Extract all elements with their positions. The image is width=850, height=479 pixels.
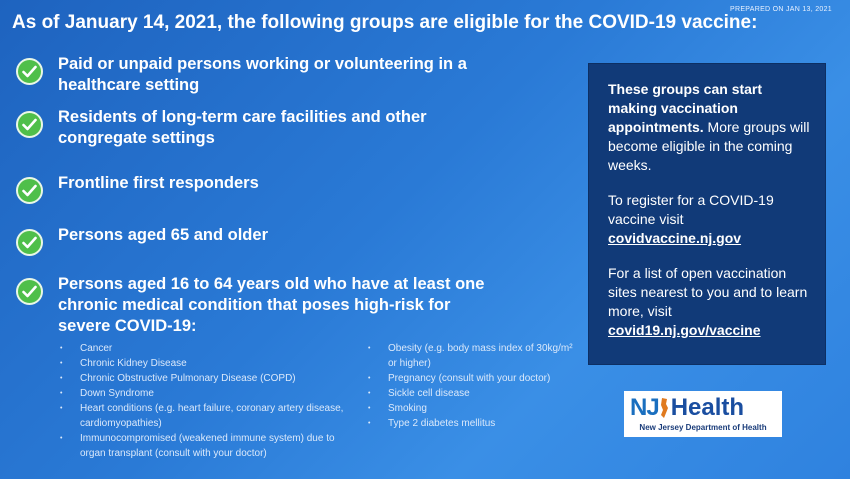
group-line: chronic medical condition that poses high-risk for (58, 296, 451, 314)
group-item-healthcare (16, 54, 467, 96)
group-item-long-term-care (16, 107, 427, 149)
check-circle-icon (16, 58, 43, 85)
condition-item: • Immunocompromised (weakened immune system) due to organ transplant (consult with your doctor) (56, 431, 346, 461)
condition-item: • Heart conditions (e.g. heart failure, coronary artery disease, cardiomyopathies) (56, 401, 346, 431)
check-circle-icon (16, 278, 43, 305)
condition-item: • Sickle cell disease (364, 386, 584, 401)
logo-nj-text: NJ (630, 393, 659, 421)
group-text (58, 173, 259, 194)
group-text (58, 274, 484, 337)
info-box (588, 63, 826, 365)
condition-item: • Down Syndrome (56, 386, 346, 401)
condition-item: • Chronic Kidney Disease (56, 356, 346, 371)
info-bold-text: These groups can start making vaccination appointments. (608, 81, 763, 135)
condition-item: • Pregnancy (consult with your doctor) (364, 371, 584, 386)
condition-item: • Type 2 diabetes mellitus (364, 416, 584, 431)
info-paragraph-sites (608, 264, 811, 340)
group-line: severe COVID-19: (58, 317, 197, 335)
info-text: More groups will become eligible in the coming weeks. (608, 119, 810, 173)
conditions-column-2 (364, 341, 584, 431)
info-text: For a list of open vaccination sites nearest to you and to learn more, visit (608, 265, 808, 319)
group-line: Persons aged 65 and older (58, 226, 268, 244)
info-paragraph-register (608, 191, 811, 248)
group-line: Residents of long-term care facilities and other (58, 108, 427, 126)
nj-health-logo (624, 391, 782, 437)
covid19-vaccine-link[interactable]: covid19.nj.gov/vaccine (608, 322, 761, 338)
group-line: Persons aged 16 to 64 years old who have at least one (58, 275, 485, 293)
group-item-aged-16-64 (16, 274, 484, 337)
condition-item: • Cancer (56, 341, 346, 356)
check-circle-icon (16, 111, 43, 138)
logo-wordmark (630, 394, 776, 421)
group-text (58, 107, 427, 149)
group-line: congregate settings (58, 129, 215, 147)
nj-state-shape-icon (659, 397, 669, 419)
logo-health-text: Health (670, 393, 745, 421)
group-item-aged-65 (16, 225, 268, 256)
conditions-column-1 (56, 341, 346, 461)
group-line: Frontline first responders (58, 174, 259, 192)
info-paragraph-appointments (608, 80, 811, 175)
group-item-first-responders (16, 173, 259, 204)
page-title: As of January 14, 2021, the following groups are eligible for the COVID-19 vaccine: (12, 12, 758, 33)
group-text (58, 225, 268, 246)
prepared-date: PREPARED ON JAN 13, 2021 (730, 6, 832, 13)
condition-item: • Obesity (e.g. body mass index of 30kg/m² or higher) (364, 341, 584, 371)
check-circle-icon (16, 229, 43, 256)
group-text (58, 54, 467, 96)
group-line: healthcare setting (58, 76, 200, 94)
covidvaccine-link[interactable]: covidvaccine.nj.gov (608, 230, 742, 246)
condition-item: • Smoking (364, 401, 584, 416)
condition-item: • Chronic Obstructive Pulmonary Disease (COPD) (56, 371, 346, 386)
logo-subtitle: New Jersey Department of Health (639, 423, 767, 432)
group-line: Paid or unpaid persons working or volunteering in a (58, 55, 467, 73)
info-text: To register for a COVID-19 vaccine visit (608, 192, 774, 227)
check-circle-icon (16, 177, 43, 204)
